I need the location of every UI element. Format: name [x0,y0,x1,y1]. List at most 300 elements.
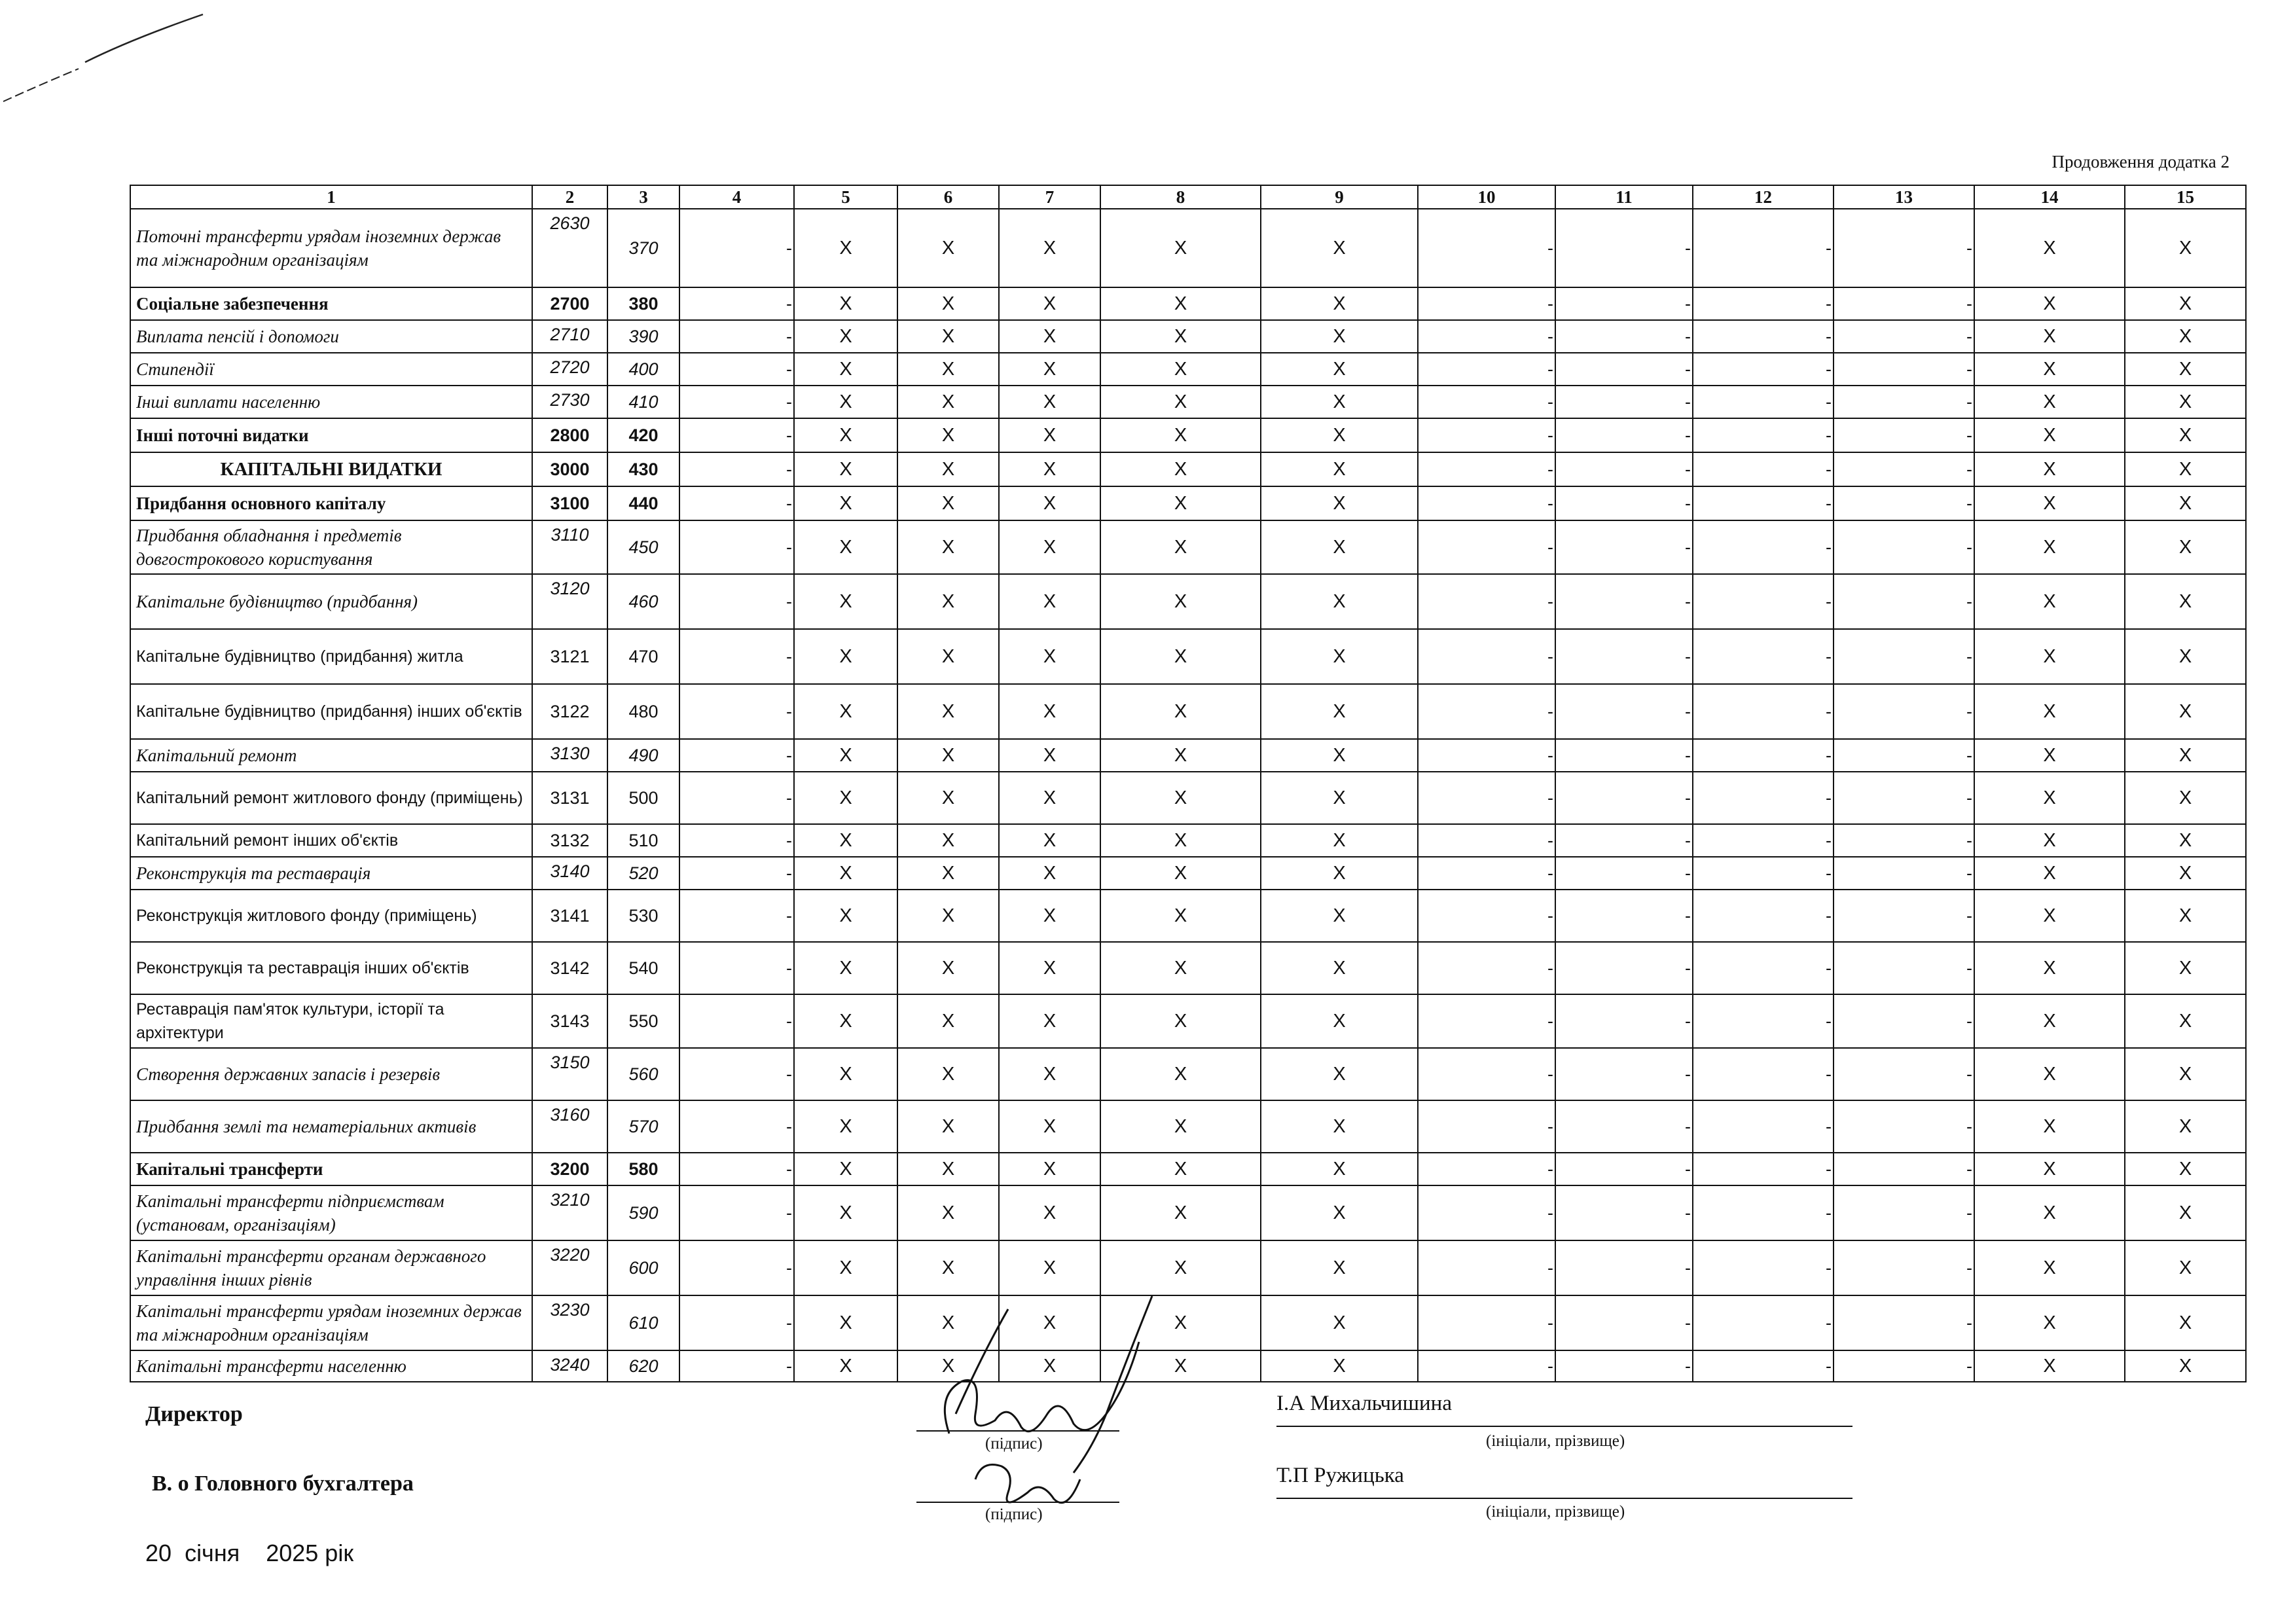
cell-col-13: - [1834,1185,1974,1240]
cell-col-5: X [794,942,897,994]
director-name-caption: (ініціали, прізвище) [1486,1432,1625,1450]
row-kekv-code: 3230 [532,1295,607,1350]
cell-col-11: - [1555,824,1693,857]
continuation-title: Продовження додатка 2 [2051,152,2230,171]
table-row [130,629,2246,684]
cell-col-8: X [1100,287,1261,320]
cell-col-11: - [1555,452,1693,486]
cell-col-8: X [1100,739,1261,772]
cell-col-6: X [897,418,999,452]
cell-col-15: X [2125,1185,2246,1240]
cell-col-10: - [1418,320,1555,353]
cell-col-5: X [794,520,897,574]
cell-col-5: X [794,486,897,520]
row-name: Стипендії [130,353,532,386]
cell-col-4: - [679,824,794,857]
cell-col-4: - [679,684,794,739]
cell-col-11: - [1555,1048,1693,1100]
cell-col-7: X [999,994,1100,1048]
cell-col-15: X [2125,684,2246,739]
cell-col-9: X [1261,994,1418,1048]
cell-col-6: X [897,890,999,942]
cell-col-7: X [999,486,1100,520]
cell-col-14: X [1974,574,2125,629]
row-line-code: 540 [607,942,679,994]
row-name: Капітальні трансферти урядам іноземних держав та міжнародним організаціям [130,1295,532,1350]
cell-col-6: X [897,994,999,1048]
row-name: Капітальний ремонт інших об'єктів [130,824,532,857]
cell-col-12: - [1693,452,1834,486]
cell-col-7: X [999,1295,1100,1350]
row-name: Реконструкція та реставрація інших об'єктів [130,942,532,994]
cell-col-10: - [1418,1240,1555,1295]
cell-col-7: X [999,1100,1100,1153]
row-line-code: 550 [607,994,679,1048]
cell-col-6: X [897,1048,999,1100]
table-row [130,684,2246,739]
cell-col-10: - [1418,452,1555,486]
cell-col-12: - [1693,418,1834,452]
cell-col-14: X [1974,1153,2125,1185]
cell-col-11: - [1555,520,1693,574]
row-name: Придбання основного капіталу [130,486,532,520]
column-number-row [130,185,2246,209]
cell-col-13: - [1834,824,1974,857]
cell-col-7: X [999,942,1100,994]
cell-col-13: - [1834,739,1974,772]
row-kekv-code: 3110 [532,520,607,574]
row-kekv-code: 2700 [532,287,607,320]
accountant-name-line [1276,1498,1852,1499]
row-kekv-code: 3132 [532,824,607,857]
cell-col-12: - [1693,994,1834,1048]
cell-col-13: - [1834,520,1974,574]
row-line-code: 530 [607,890,679,942]
cell-col-5: X [794,386,897,418]
table-row [130,486,2246,520]
cell-col-14: X [1974,418,2125,452]
cell-col-8: X [1100,386,1261,418]
table-row [130,418,2246,452]
cell-col-8: X [1100,1100,1261,1153]
cell-col-14: X [1974,209,2125,287]
cell-col-10: - [1418,209,1555,287]
cell-col-12: - [1693,942,1834,994]
cell-col-5: X [794,994,897,1048]
cell-col-7: X [999,386,1100,418]
cell-col-8: X [1100,320,1261,353]
date-month: січня [185,1540,240,1566]
row-name: Реконструкція та реставрація [130,857,532,890]
cell-col-15: X [2125,486,2246,520]
column-number-13: 13 [1834,185,1974,209]
row-name: Капітальний ремонт [130,739,532,772]
cell-col-14: X [1974,452,2125,486]
cell-col-7: X [999,418,1100,452]
row-line-code: 460 [607,574,679,629]
cell-col-6: X [897,386,999,418]
cell-col-6: X [897,1240,999,1295]
row-line-code: 560 [607,1048,679,1100]
cell-col-13: - [1834,209,1974,287]
cell-col-11: - [1555,1153,1693,1185]
row-kekv-code: 3140 [532,857,607,890]
cell-col-6: X [897,1185,999,1240]
cell-col-11: - [1555,574,1693,629]
cell-col-11: - [1555,684,1693,739]
cell-col-6: X [897,574,999,629]
cell-col-4: - [679,1295,794,1350]
row-kekv-code: 2630 [532,209,607,287]
cell-col-15: X [2125,353,2246,386]
cell-col-5: X [794,684,897,739]
cell-col-12: - [1693,824,1834,857]
row-line-code: 470 [607,629,679,684]
row-kekv-code: 3000 [532,452,607,486]
row-name: Капітальні трансферти населенню [130,1350,532,1382]
cell-col-15: X [2125,739,2246,772]
cell-col-14: X [1974,320,2125,353]
cell-col-15: X [2125,1048,2246,1100]
cell-col-12: - [1693,1350,1834,1382]
cell-col-13: - [1834,890,1974,942]
director-label: Директор [145,1402,243,1426]
cell-col-11: - [1555,994,1693,1048]
cell-col-15: X [2125,629,2246,684]
director-name-line [1276,1426,1852,1427]
cell-col-9: X [1261,418,1418,452]
cell-col-14: X [1974,386,2125,418]
cell-col-5: X [794,1100,897,1153]
cell-col-11: - [1555,772,1693,824]
row-name: Придбання землі та нематеріальних активів [130,1100,532,1153]
cell-col-7: X [999,772,1100,824]
row-name: Реставрація пам'яток культури, історії та архітектури [130,994,532,1048]
row-line-code: 400 [607,353,679,386]
cell-col-5: X [794,320,897,353]
cell-col-12: - [1693,684,1834,739]
cell-col-9: X [1261,772,1418,824]
table-row [130,287,2246,320]
cell-col-14: X [1974,1295,2125,1350]
row-name: Капітальні трансферти органам державного управління інших рівнів [130,1240,532,1295]
cell-col-13: - [1834,574,1974,629]
row-name: Реконструкція житлового фонду (приміщень) [130,890,532,942]
cell-col-6: X [897,452,999,486]
expenditure-table [130,185,2247,1382]
cell-col-8: X [1100,1350,1261,1382]
cell-col-11: - [1555,209,1693,287]
cell-col-13: - [1834,1295,1974,1350]
cell-col-14: X [1974,739,2125,772]
cell-col-12: - [1693,629,1834,684]
cell-col-7: X [999,1048,1100,1100]
column-number-4: 4 [679,185,794,209]
cell-col-15: X [2125,1295,2246,1350]
row-kekv-code: 2710 [532,320,607,353]
cell-col-6: X [897,1295,999,1350]
cell-col-8: X [1100,772,1261,824]
row-name: Капітальне будівництво (придбання) житла [130,629,532,684]
cell-col-13: - [1834,353,1974,386]
cell-col-10: - [1418,1350,1555,1382]
cell-col-5: X [794,1185,897,1240]
row-line-code: 500 [607,772,679,824]
cell-col-15: X [2125,1100,2246,1153]
cell-col-12: - [1693,486,1834,520]
cell-col-5: X [794,418,897,452]
cell-col-10: - [1418,1100,1555,1153]
cell-col-12: - [1693,1153,1834,1185]
cell-col-5: X [794,353,897,386]
cell-col-4: - [679,320,794,353]
cell-col-7: X [999,287,1100,320]
cell-col-9: X [1261,684,1418,739]
cell-col-10: - [1418,684,1555,739]
cell-col-4: - [679,739,794,772]
cell-col-10: - [1418,890,1555,942]
cell-col-10: - [1418,629,1555,684]
cell-col-13: - [1834,1240,1974,1295]
cell-col-9: X [1261,320,1418,353]
cell-col-12: - [1693,320,1834,353]
cell-col-5: X [794,1350,897,1382]
cell-col-10: - [1418,287,1555,320]
cell-col-12: - [1693,1185,1834,1240]
cell-col-12: - [1693,287,1834,320]
cell-col-14: X [1974,684,2125,739]
cell-col-15: X [2125,452,2246,486]
cell-col-4: - [679,486,794,520]
cell-col-14: X [1974,629,2125,684]
cell-col-13: - [1834,287,1974,320]
row-line-code: 610 [607,1295,679,1350]
cell-col-8: X [1100,209,1261,287]
cell-col-6: X [897,684,999,739]
cell-col-11: - [1555,287,1693,320]
cell-col-5: X [794,287,897,320]
cell-col-8: X [1100,452,1261,486]
cell-col-7: X [999,684,1100,739]
cell-col-11: - [1555,629,1693,684]
row-line-code: 490 [607,739,679,772]
cell-col-8: X [1100,520,1261,574]
cell-col-13: - [1834,452,1974,486]
row-name: Інші поточні видатки [130,418,532,452]
cell-col-8: X [1100,486,1261,520]
cell-col-15: X [2125,942,2246,994]
cell-col-9: X [1261,486,1418,520]
row-kekv-code: 3120 [532,574,607,629]
cell-col-6: X [897,629,999,684]
row-name: Інші виплати населенню [130,386,532,418]
cell-col-5: X [794,739,897,772]
cell-col-7: X [999,520,1100,574]
row-line-code: 450 [607,520,679,574]
cell-col-9: X [1261,890,1418,942]
table-row [130,890,2246,942]
cell-col-5: X [794,772,897,824]
column-number-3: 3 [607,185,679,209]
cell-col-14: X [1974,824,2125,857]
table-row [130,1350,2246,1382]
table-row [130,772,2246,824]
cell-col-4: - [679,772,794,824]
table-row [130,520,2246,574]
cell-col-5: X [794,1048,897,1100]
accountant-name: Т.П Ружицька [1276,1464,1404,1487]
table-row [130,1048,2246,1100]
row-name: Соціальне забезпечення [130,287,532,320]
row-kekv-code: 3200 [532,1153,607,1185]
expenditure-table-wrap [130,185,2245,1382]
cell-col-7: X [999,629,1100,684]
accountant-signature-caption: (підпис) [985,1506,1043,1523]
cell-col-8: X [1100,684,1261,739]
column-number-11: 11 [1555,185,1693,209]
cell-col-15: X [2125,1240,2246,1295]
cell-col-4: - [679,574,794,629]
cell-col-9: X [1261,824,1418,857]
cell-col-12: - [1693,353,1834,386]
row-line-code: 510 [607,824,679,857]
cell-col-5: X [794,1153,897,1185]
cell-col-12: - [1693,772,1834,824]
cell-col-6: X [897,857,999,890]
table-row [130,857,2246,890]
table-row [130,320,2246,353]
column-number-8: 8 [1100,185,1261,209]
row-line-code: 520 [607,857,679,890]
row-kekv-code: 2720 [532,353,607,386]
cell-col-14: X [1974,287,2125,320]
table-row [130,1153,2246,1185]
row-line-code: 390 [607,320,679,353]
cell-col-4: - [679,1185,794,1240]
cell-col-12: - [1693,857,1834,890]
cell-col-10: - [1418,386,1555,418]
row-name: Капітальні трансферти [130,1153,532,1185]
scan-pen-stroke [0,0,223,111]
cell-col-7: X [999,824,1100,857]
cell-col-11: - [1555,353,1693,386]
cell-col-4: - [679,1048,794,1100]
table-row [130,1295,2246,1350]
cell-col-4: - [679,994,794,1048]
cell-col-4: - [679,1153,794,1185]
cell-col-8: X [1100,1048,1261,1100]
cell-col-7: X [999,452,1100,486]
row-line-code: 410 [607,386,679,418]
cell-col-6: X [897,353,999,386]
cell-col-4: - [679,942,794,994]
row-kekv-code: 3131 [532,772,607,824]
cell-col-13: - [1834,1048,1974,1100]
column-number-10: 10 [1418,185,1555,209]
cell-col-13: - [1834,1153,1974,1185]
cell-col-12: - [1693,574,1834,629]
cell-col-9: X [1261,287,1418,320]
cell-col-5: X [794,857,897,890]
cell-col-14: X [1974,520,2125,574]
cell-col-4: - [679,287,794,320]
cell-col-10: - [1418,353,1555,386]
cell-col-14: X [1974,994,2125,1048]
cell-col-13: - [1834,486,1974,520]
table-row [130,1240,2246,1295]
cell-col-13: - [1834,386,1974,418]
cell-col-6: X [897,1100,999,1153]
row-kekv-code: 3160 [532,1100,607,1153]
cell-col-4: - [679,520,794,574]
cell-col-13: - [1834,994,1974,1048]
row-name: Виплата пенсій і допомоги [130,320,532,353]
cell-col-15: X [2125,209,2246,287]
cell-col-8: X [1100,1185,1261,1240]
cell-col-11: - [1555,857,1693,890]
cell-col-4: - [679,209,794,287]
cell-col-5: X [794,824,897,857]
cell-col-14: X [1974,772,2125,824]
cell-col-9: X [1261,1100,1418,1153]
cell-col-4: - [679,418,794,452]
cell-col-6: X [897,287,999,320]
cell-col-15: X [2125,1350,2246,1382]
cell-col-9: X [1261,1240,1418,1295]
column-number-2: 2 [532,185,607,209]
row-line-code: 370 [607,209,679,287]
cell-col-11: - [1555,1295,1693,1350]
row-name: Придбання обладнання і предметів довгострокового користування [130,520,532,574]
date-day: 20 [145,1540,172,1566]
cell-col-8: X [1100,574,1261,629]
row-kekv-code: 3240 [532,1350,607,1382]
cell-col-4: - [679,452,794,486]
cell-col-10: - [1418,486,1555,520]
cell-col-5: X [794,574,897,629]
column-number-7: 7 [999,185,1100,209]
cell-col-8: X [1100,418,1261,452]
cell-col-15: X [2125,418,2246,452]
cell-col-14: X [1974,857,2125,890]
cell-col-9: X [1261,1153,1418,1185]
table-row [130,824,2246,857]
cell-col-8: X [1100,629,1261,684]
cell-col-6: X [897,1153,999,1185]
column-number-14: 14 [1974,185,2125,209]
cell-col-13: - [1834,629,1974,684]
cell-col-14: X [1974,1185,2125,1240]
table-row [130,1185,2246,1240]
cell-col-4: - [679,1350,794,1382]
column-number-5: 5 [794,185,897,209]
cell-col-4: - [679,1240,794,1295]
cell-col-6: X [897,772,999,824]
cell-col-12: - [1693,1240,1834,1295]
cell-col-11: - [1555,320,1693,353]
cell-col-11: - [1555,1240,1693,1295]
row-name: Капітальне будівництво (придбання) [130,574,532,629]
cell-col-11: - [1555,1350,1693,1382]
cell-col-10: - [1418,942,1555,994]
row-kekv-code: 3142 [532,942,607,994]
cell-col-13: - [1834,1350,1974,1382]
cell-col-9: X [1261,452,1418,486]
cell-col-13: - [1834,772,1974,824]
cell-col-14: X [1974,1100,2125,1153]
row-kekv-code: 3122 [532,684,607,739]
cell-col-9: X [1261,1185,1418,1240]
